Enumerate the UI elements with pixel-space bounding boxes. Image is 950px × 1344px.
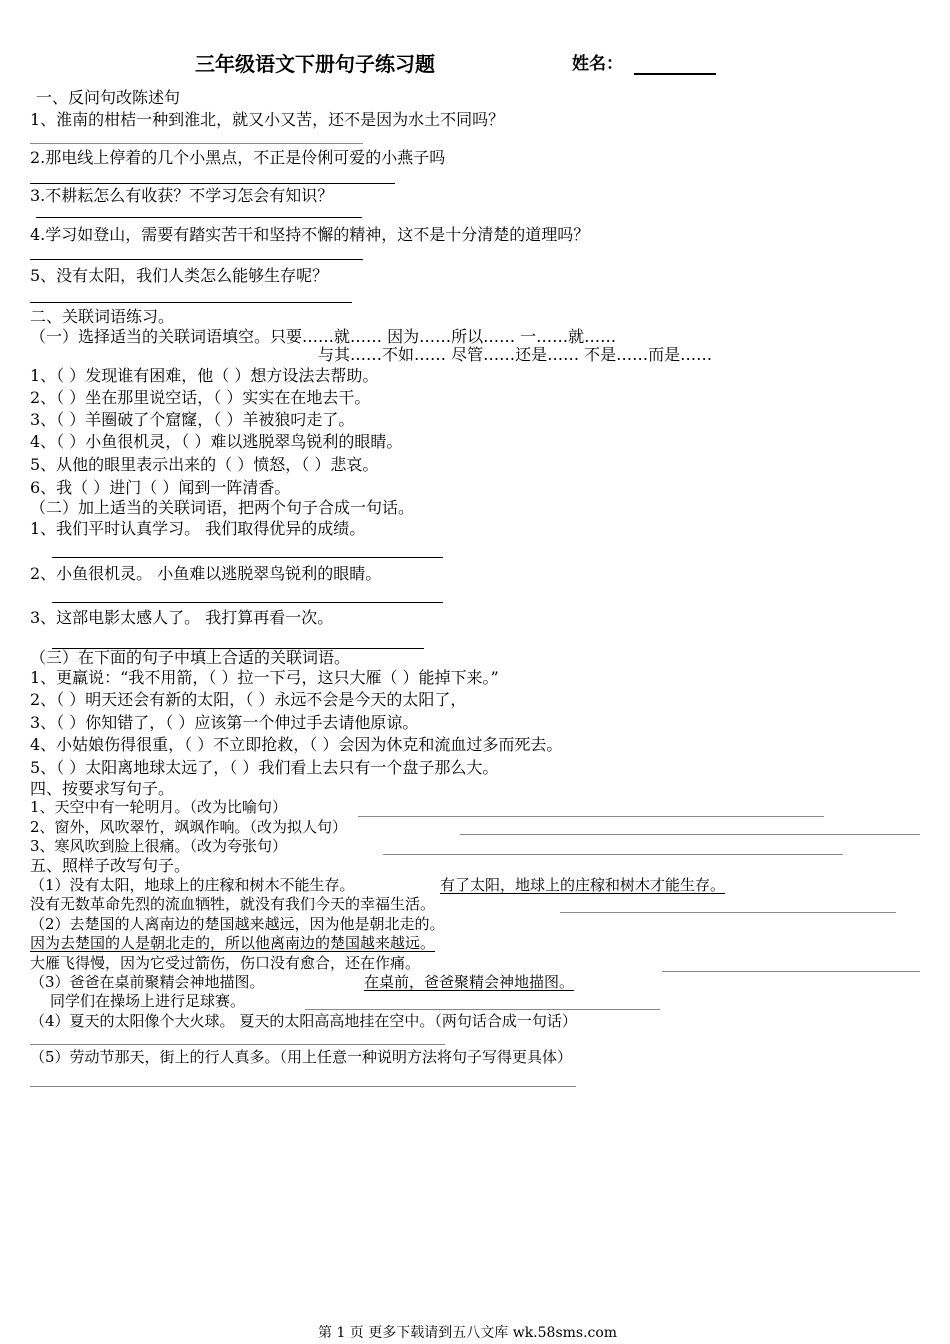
s4-q1: 1、天空中有一轮明月。（改为比喻句） bbox=[30, 798, 288, 816]
s2-p3-q1: 1、更羸说：“我不用箭，（ ）拉一下弓，这只大雁（ ）能掉下来。” bbox=[30, 668, 499, 687]
s5-task-1: 没有无数革命先烈的流血牺牲，就没有我们今天的幸福生活。 bbox=[30, 895, 436, 913]
answer-line[interactable] bbox=[30, 1044, 445, 1045]
answer-line[interactable] bbox=[560, 912, 896, 913]
s5-example-1-original: （1）没有太阳，地球上的庄稼和树木不能生存。 bbox=[30, 876, 355, 894]
answer-line[interactable] bbox=[52, 602, 443, 603]
name-blank[interactable] bbox=[634, 73, 716, 75]
s2-p1-q2: 2、（ ）坐在那里说空话，（ ）实实在在地去干。 bbox=[30, 388, 371, 407]
s2-p1-q1: 1、（ ）发现谁有困难，他（ ）想方设法去帮助。 bbox=[30, 366, 379, 385]
answer-line[interactable] bbox=[30, 302, 352, 303]
s5-question-5: （5）劳动节那天，街上的行人真多。（用上任意一种说明方法将句子写得更具体） bbox=[30, 1048, 573, 1066]
section-2-heading: 二、关联词语练习。 bbox=[30, 307, 175, 326]
section-5-heading: 五、照样子改写句子。 bbox=[30, 856, 191, 875]
s2-p2-q1: 1、我们平时认真学习。 我们取得优异的成绩。 bbox=[30, 519, 366, 538]
s2-part2-intro: （二）加上适当的关联词语，把两个句子合成一句话。 bbox=[30, 498, 415, 517]
s5-example-1-rewritten: 有了太阳，地球上的庄稼和树木才能生存。 bbox=[440, 876, 726, 894]
s2-part1-intro: （一）选择适当的关联词语填空。只要……就…… 因为……所以…… 一……就…… bbox=[30, 327, 617, 346]
s2-p3-q3: 3、（ ）你知错了，（ ）应该第一个伸过手去请他原谅。 bbox=[30, 713, 419, 732]
answer-line[interactable] bbox=[30, 1086, 576, 1087]
s2-p2-q3: 3、这部电影太感人了。 我打算再看一次。 bbox=[30, 608, 334, 627]
s5-example-3-rewritten: 在桌前，爸爸聚精会神地描图。 bbox=[364, 973, 575, 991]
s5-example-3-original: （3）爸爸在桌前聚精会神地描图。 bbox=[30, 973, 265, 991]
section-1-heading: 一、反问句改陈述句 bbox=[36, 88, 181, 107]
answer-line[interactable] bbox=[52, 557, 443, 558]
s5-example-2-original: （2）去楚国的人离南边的楚国越来越远，因为他是朝北走的。 bbox=[30, 915, 445, 933]
s2-p1-q4: 4、（ ）小鱼很机灵，（ ）难以逃脱翠鸟锐利的眼睛。 bbox=[30, 432, 403, 451]
answer-line[interactable] bbox=[30, 183, 395, 184]
page-title: 三年级语文下册句子练习题 bbox=[195, 52, 435, 76]
answer-line[interactable] bbox=[383, 854, 843, 855]
s1-question-5: 5、没有太阳，我们人类怎么能够生存呢？ bbox=[30, 266, 329, 285]
s1-question-1: 1、淮南的柑桔一种到淮北，就又小又苦，还不是因为水土不同吗？ bbox=[30, 110, 505, 129]
s5-example-2-rewritten: 因为去楚国的人是朝北走的，所以他离南边的楚国越来越远。 bbox=[30, 934, 436, 952]
s5-task-3: 同学们在操场上进行足球赛。 bbox=[50, 992, 246, 1010]
s5-question-4: （4）夏天的太阳像个大火球。 夏天的太阳高高地挂在空中。（两句话合成一句话） bbox=[30, 1012, 577, 1030]
s2-p3-q2: 2、（ ）明天还会有新的太阳，（ ）永远不会是今天的太阳了， bbox=[30, 690, 467, 709]
name-label: 姓名： bbox=[572, 54, 623, 74]
answer-line[interactable] bbox=[30, 259, 363, 260]
page-footer: 第 1 页 更多下载请到五八文库 wk.58sms.com bbox=[318, 1325, 618, 1341]
s2-p3-q4: 4、小姑娘伤得很重，（ ）不立即抢救，（ ）会因为休克和流血过多而死去。 bbox=[30, 735, 563, 754]
s2-p1-q5: 5、从他的眼里表示出来的（ ）愤怒，（ ）悲哀。 bbox=[30, 455, 379, 474]
s2-p2-q2: 2、小鱼很机灵。 小鱼难以逃脱翠鸟锐利的眼睛。 bbox=[30, 564, 382, 583]
section-4-heading: 四、按要求写句子。 bbox=[30, 779, 175, 798]
s2-p1-q3: 3、（ ）羊圈破了个窟窿，（ ）羊被狼叼走了。 bbox=[30, 410, 355, 429]
answer-line[interactable] bbox=[30, 143, 363, 144]
s4-q2: 2、窗外，风吹翠竹，飒飒作响。（改为拟人句） bbox=[30, 818, 348, 836]
s2-p3-q5: 5、（ ）太阳离地球太远了，（ ）我们看上去只有一个盘子那么大。 bbox=[30, 758, 499, 777]
s2-part1-options: 与其……不如…… 尽管……还是…… 不是……而是…… bbox=[318, 345, 713, 364]
s1-question-2: 2.那电线上停着的几个小黑点，不正是伶俐可爱的小燕子吗 bbox=[30, 148, 446, 167]
answer-line[interactable] bbox=[305, 1009, 660, 1010]
s2-p1-q6: 6、我（ ）进门（ ）闻到一阵清香。 bbox=[30, 478, 291, 497]
s1-question-4: 4.学习如登山，需要有踏实苦干和坚持不懈的精神，这不是十分清楚的道理吗？ bbox=[30, 225, 590, 244]
s1-question-3: 3.不耕耘怎么有收获？不学习怎会有知识？ bbox=[30, 186, 334, 205]
answer-line[interactable] bbox=[662, 971, 920, 972]
s4-q3: 3、寒风吹到脸上很痛。（改为夸张句） bbox=[30, 837, 288, 855]
s5-task-2: 大雁飞得慢，因为它受过箭伤，伤口没有愈合，还在作痛。 bbox=[30, 954, 421, 972]
s2-part3-intro: （三）在下面的句子中填上合适的关联词语。 bbox=[30, 648, 351, 667]
answer-line[interactable] bbox=[36, 217, 362, 218]
answer-line[interactable] bbox=[460, 834, 920, 835]
answer-line[interactable] bbox=[358, 816, 824, 817]
